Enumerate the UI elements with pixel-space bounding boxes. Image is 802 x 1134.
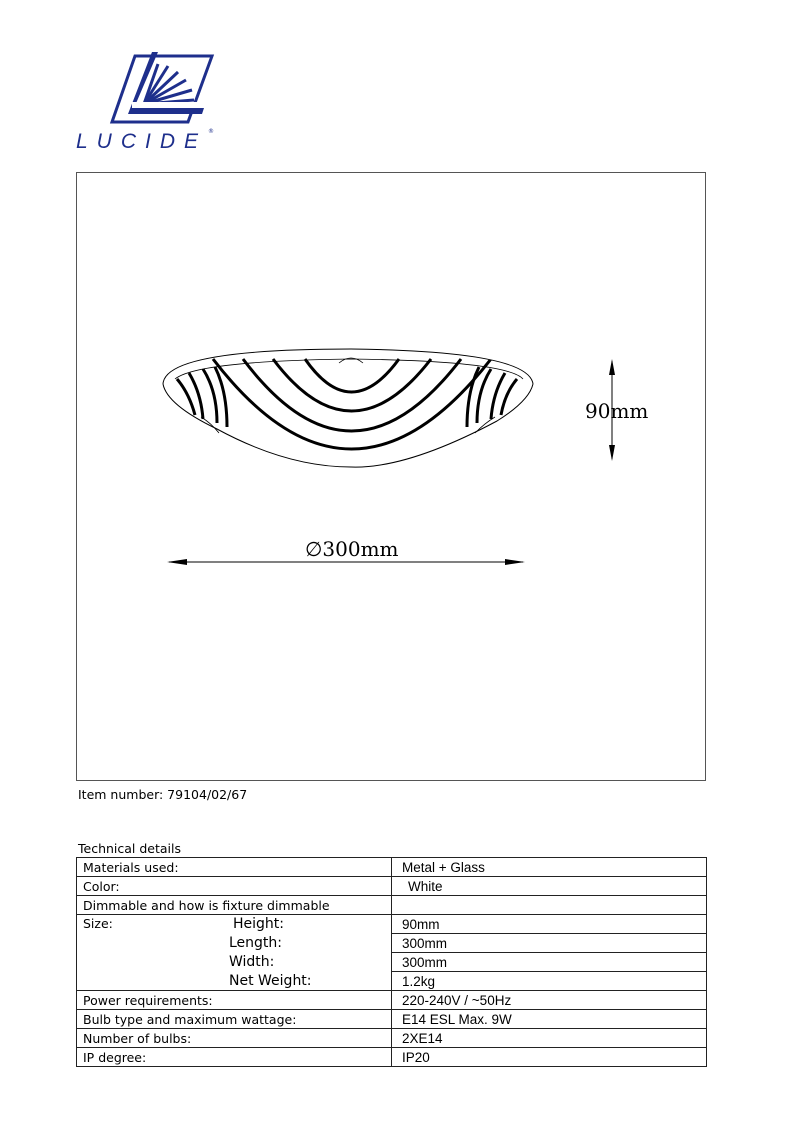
width-label: Width: (229, 954, 275, 970)
row-label (77, 915, 392, 934)
table-row (77, 1048, 707, 1067)
net-weight-label: Net Weight: (229, 972, 312, 989)
row-label: Power requirements: (77, 991, 392, 1010)
row-value: E14 ESL Max. 9W (392, 1010, 707, 1029)
color-value: White (408, 878, 443, 894)
table-row (77, 877, 707, 896)
row-value: 220-240V / ~50Hz (392, 991, 707, 1010)
row-label (77, 934, 392, 953)
technical-details-table (76, 857, 707, 1067)
lamp-drawing (77, 173, 707, 782)
row-label (77, 972, 392, 991)
row-label: Materials used: (77, 858, 392, 877)
technical-details-title: Technical details (78, 841, 182, 856)
table-row (77, 991, 707, 1010)
table-row (77, 858, 707, 877)
product-drawing-frame (76, 172, 706, 781)
registered-mark: ® (208, 128, 214, 135)
row-value: Metal + Glass (392, 858, 707, 877)
row-value: 300mm (392, 934, 707, 953)
row-label: Dimmable and how is fixture dimmable (77, 896, 392, 915)
table-row (77, 934, 707, 953)
table-row (77, 896, 707, 915)
lucide-logo (72, 52, 222, 162)
row-label: Bulb type and maximum wattage: (77, 1010, 392, 1029)
table-row (77, 915, 707, 934)
table-row (77, 972, 707, 991)
row-value: 2XE14 (392, 1029, 707, 1048)
row-value: 300mm (392, 953, 707, 972)
row-value: IP20 (392, 1048, 707, 1067)
height-label: Height: (233, 916, 284, 933)
row-label: IP degree: (77, 1048, 392, 1067)
height-dimension-label: 90mm (585, 399, 649, 423)
table-row (77, 1029, 707, 1048)
item-number: Item number: 79104/02/67 (78, 787, 248, 802)
logo-mark-icon (72, 52, 222, 132)
row-value (392, 877, 707, 896)
length-label: Length: (229, 935, 283, 951)
brand-name: LUCIDE (76, 130, 208, 153)
table-row (77, 1010, 707, 1029)
row-label (77, 953, 392, 972)
size-label: Size: (83, 916, 113, 932)
diameter-dimension-label: ∅300mm (305, 537, 399, 561)
row-value: 1.2kg (392, 972, 707, 991)
row-value (392, 896, 707, 915)
table-row (77, 953, 707, 972)
row-label: Color: (77, 877, 392, 896)
row-label: Number of bulbs: (77, 1029, 392, 1048)
row-value: 90mm (392, 915, 707, 934)
